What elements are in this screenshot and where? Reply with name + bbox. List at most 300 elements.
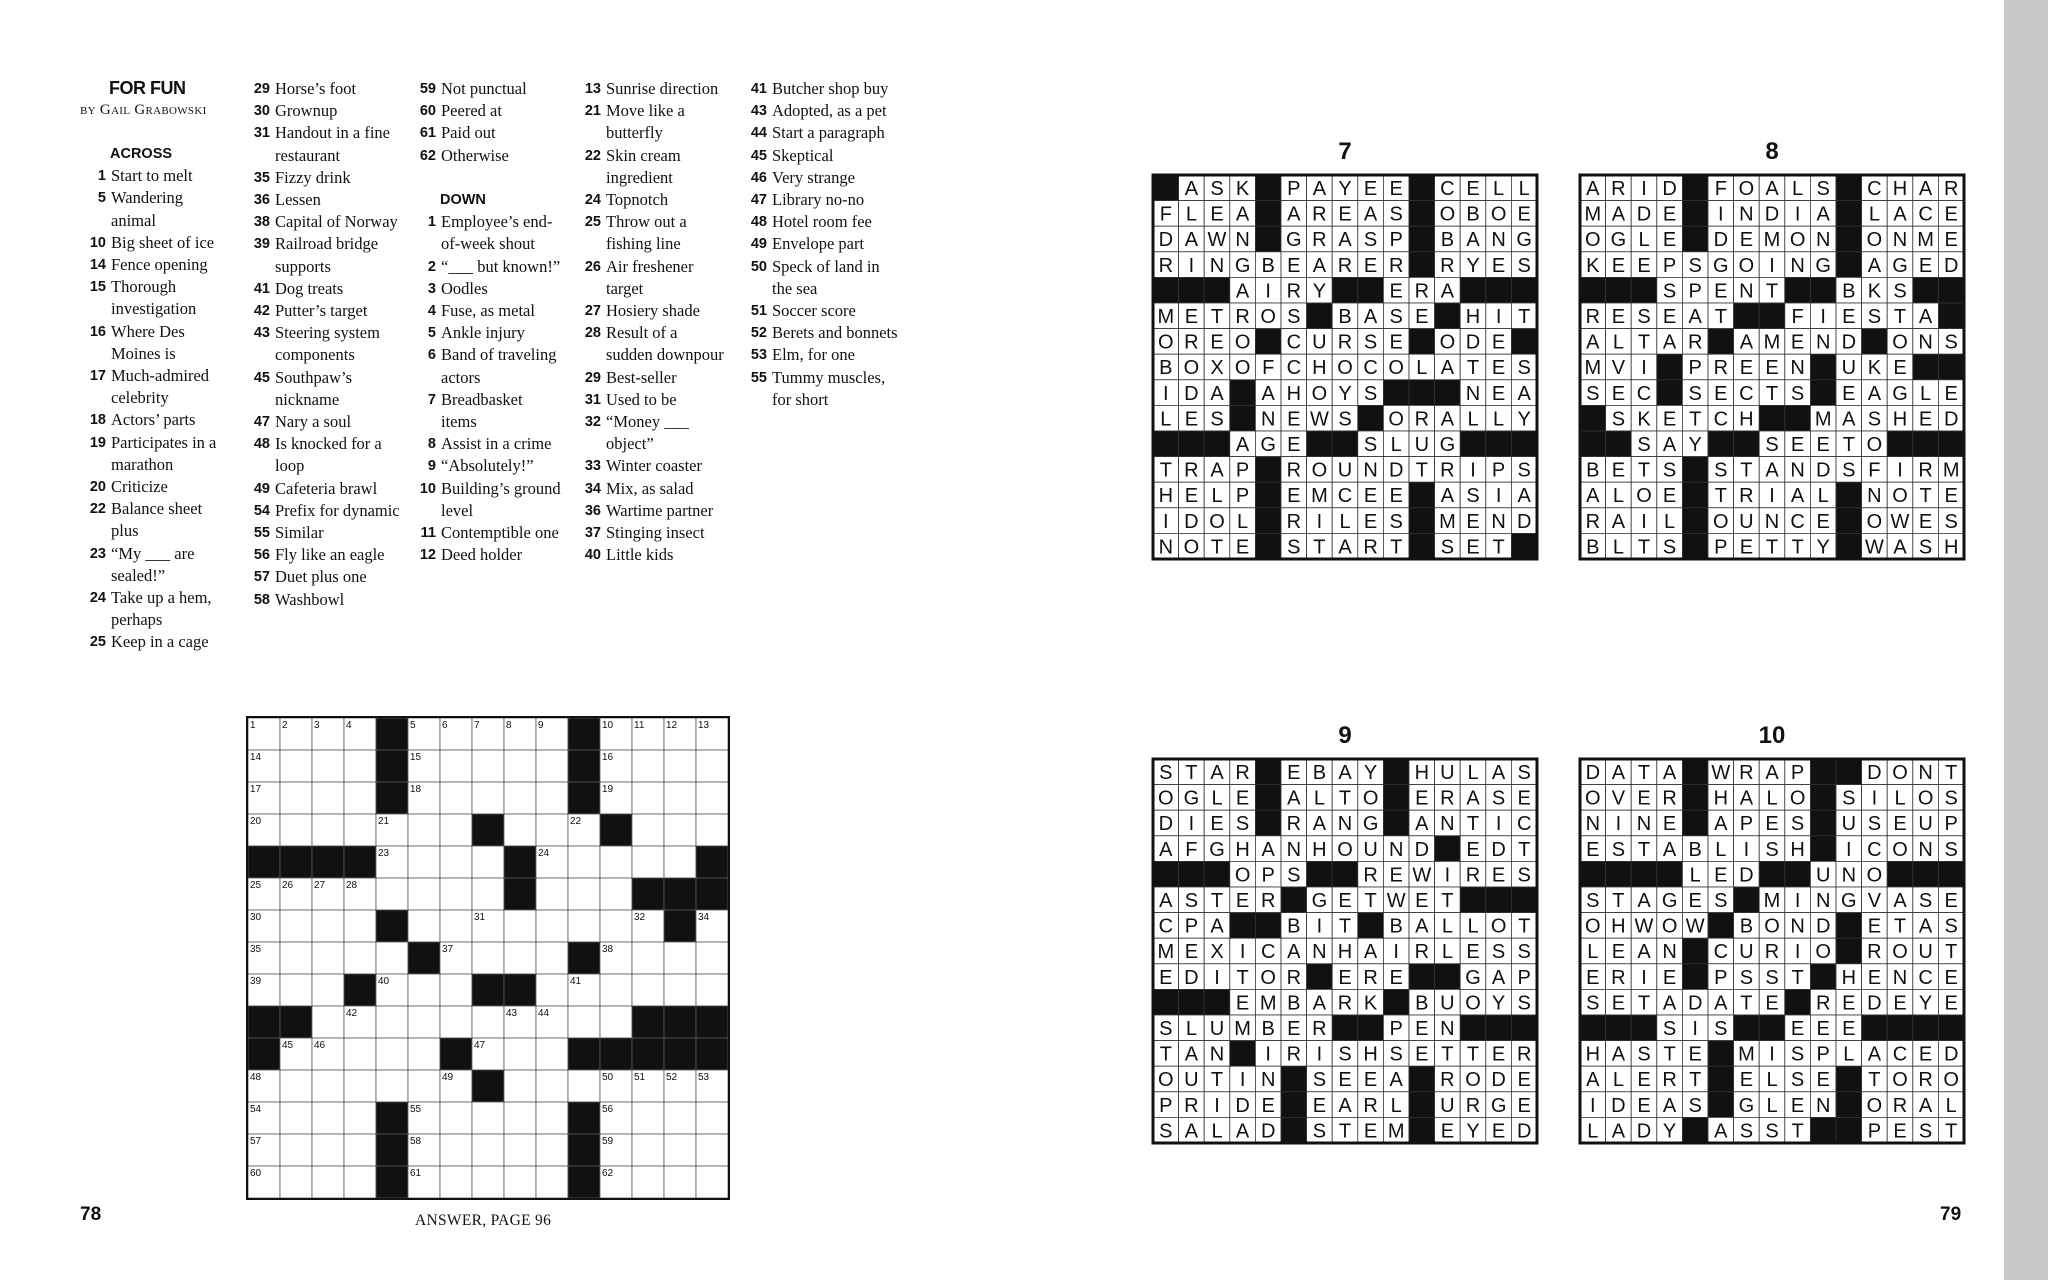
grid-cell[interactable]: [408, 878, 440, 910]
solution-letter: T: [1765, 382, 1779, 405]
grid-cell[interactable]: [664, 750, 696, 782]
grid-cell[interactable]: [408, 1006, 440, 1038]
solution-letter: R: [1465, 1094, 1481, 1117]
clue-number: 56: [253, 547, 270, 564]
solution-label-9: 9: [1338, 722, 1352, 749]
black-square: [1255, 175, 1281, 201]
solution-letter: P: [1235, 459, 1250, 482]
clue-number: 58: [253, 591, 270, 608]
grid-cell[interactable]: [600, 910, 632, 942]
clue-item: [410, 522, 562, 544]
solution-letter: D: [1516, 1120, 1532, 1143]
black-square: [1255, 226, 1281, 252]
clue-item: [741, 122, 901, 144]
solution-letter: S: [1491, 941, 1506, 964]
grid-cell[interactable]: [472, 1134, 504, 1166]
grid-cell[interactable]: [472, 1102, 504, 1134]
solution-letter: S: [1517, 941, 1531, 964]
solution-letter: L: [1715, 838, 1727, 861]
solution-letter: M: [1814, 408, 1832, 431]
solution-letter: T: [1210, 305, 1224, 328]
grid-cell[interactable]: [568, 1006, 600, 1038]
solution-letter: A: [1611, 203, 1626, 226]
solution-letter: R: [1363, 536, 1378, 559]
grid-cell[interactable]: [504, 750, 536, 782]
solution-letter: P: [1389, 229, 1403, 252]
solution-letter: E: [1210, 813, 1224, 836]
grid-cell[interactable]: [536, 1070, 568, 1102]
grid-cell[interactable]: [280, 782, 312, 814]
answer-reference: ANSWER, PAGE 96: [415, 1212, 552, 1229]
grid-cell[interactable]: [408, 814, 440, 846]
grid-cell[interactable]: [664, 846, 696, 878]
grid-cell[interactable]: [536, 1038, 568, 1070]
solution-letter: C: [1440, 177, 1455, 200]
grid-cell[interactable]: [472, 782, 504, 814]
grid-cell[interactable]: [312, 910, 344, 942]
clue-item: [80, 498, 230, 542]
grid-cell[interactable]: [504, 942, 536, 974]
clue-item: [575, 544, 727, 566]
solution-letter: O: [1636, 485, 1652, 508]
solution-letter: E: [1466, 536, 1480, 559]
grid-cell[interactable]: [568, 910, 600, 942]
solution-letter: P: [1714, 536, 1728, 559]
solution-letter: C: [1158, 915, 1174, 938]
solution-letter: S: [1714, 459, 1728, 482]
grid-cell[interactable]: [536, 974, 568, 1006]
solution-letter: E: [1867, 966, 1882, 989]
grid-cell[interactable]: [344, 1134, 376, 1166]
grid-cell[interactable]: [312, 750, 344, 782]
grid-cell[interactable]: [312, 782, 344, 814]
black-square: [568, 942, 600, 974]
clue-text: “My ___ are sealed!”: [111, 543, 195, 585]
grid-cell[interactable]: [472, 846, 504, 878]
grid-cell[interactable]: [696, 814, 728, 846]
grid-cell[interactable]: [440, 814, 472, 846]
solution-letter: L: [1766, 787, 1778, 810]
clue-item: [244, 589, 404, 611]
solution-letter: R: [1414, 941, 1430, 964]
solution-letter: A: [1210, 761, 1224, 784]
solution-letter: O: [1183, 536, 1200, 559]
grid-cell[interactable]: [312, 1166, 344, 1198]
grid-cell[interactable]: [568, 878, 600, 910]
solution-letter: R: [1892, 1094, 1908, 1117]
grid-cell[interactable]: [696, 942, 728, 974]
grid-cell[interactable]: [440, 1166, 472, 1198]
solution-letter: T: [1791, 1120, 1804, 1143]
grid-cell[interactable]: [344, 1070, 376, 1102]
solution-letter: E: [1944, 485, 1958, 508]
black-square: [504, 846, 536, 878]
cell-number: 22: [570, 816, 582, 827]
clue-number: 18: [89, 412, 106, 429]
clue-number: 2: [427, 258, 436, 275]
grid-cell[interactable]: [536, 910, 568, 942]
puzzle-byline: by Gail Grabowski: [80, 102, 207, 118]
solution-letter: S: [1790, 382, 1805, 405]
solution-letter: H: [1713, 787, 1729, 810]
clue-text: Berets and bonnets: [772, 323, 898, 343]
grid-cell[interactable]: [344, 750, 376, 782]
grid-cell[interactable]: [312, 1070, 344, 1102]
solution-letter: S: [1210, 408, 1224, 431]
clue-text: Tummy muscles, for short: [772, 367, 886, 409]
grid-cell[interactable]: [536, 1166, 568, 1198]
solution-letter: A: [1159, 838, 1173, 861]
solution-letter: G: [1260, 433, 1276, 456]
solution-letter: Y: [1363, 761, 1378, 784]
solution-letter: H: [1790, 838, 1805, 861]
black-square: [568, 1038, 600, 1070]
solution-letter: I: [1743, 838, 1750, 861]
grid-cell[interactable]: [536, 1102, 568, 1134]
solution-letter: U: [1841, 357, 1857, 380]
black-square: [1383, 810, 1409, 836]
grid-cell[interactable]: [280, 1134, 312, 1166]
solution-letter: T: [1159, 459, 1172, 482]
grid-cell[interactable]: [440, 1006, 472, 1038]
solution-letter: S: [1184, 889, 1199, 912]
solution-letter: E: [1338, 889, 1352, 912]
grid-cell[interactable]: [536, 942, 568, 974]
grid-cell[interactable]: [504, 1102, 536, 1134]
solution-letter: U: [1918, 813, 1933, 836]
grid-cell[interactable]: [664, 1166, 696, 1198]
grid-cell[interactable]: [344, 1166, 376, 1198]
clue-number: 8: [427, 436, 436, 453]
solution-letter: B: [1287, 915, 1301, 938]
grid-cell[interactable]: [280, 942, 312, 974]
solution-letter: R: [1286, 966, 1302, 989]
solution-letter: O: [1866, 864, 1883, 887]
solution-letter: R: [1815, 992, 1831, 1015]
clue-text: Steering system components: [275, 323, 380, 365]
grid-cell[interactable]: [280, 910, 312, 942]
grid-cell[interactable]: [664, 942, 696, 974]
solution-letter: L: [1766, 1069, 1778, 1092]
clue-text: Participates in a marathon: [111, 432, 217, 474]
grid-cell[interactable]: [600, 1006, 632, 1038]
grid-cell[interactable]: [696, 974, 728, 1006]
solution-letter: E: [1517, 203, 1531, 226]
grid-cell[interactable]: [440, 878, 472, 910]
grid-cell[interactable]: [344, 910, 376, 942]
black-square: [1409, 226, 1435, 252]
black-square: [1409, 175, 1435, 201]
solution-letter: S: [1662, 280, 1677, 303]
black-square: [1810, 785, 1836, 811]
solution-letter: I: [1641, 177, 1647, 200]
solution-letter: N: [1662, 941, 1677, 964]
grid-cell[interactable]: [376, 1070, 408, 1102]
solution-letter: E: [1363, 485, 1378, 508]
black-square: [1938, 431, 1964, 457]
grid-cell[interactable]: [344, 782, 376, 814]
clue-item: [80, 409, 230, 431]
solution-letter: S: [1739, 1120, 1754, 1143]
grid-cell[interactable]: [664, 1134, 696, 1166]
grid-cell[interactable]: [696, 750, 728, 782]
grid-cell[interactable]: [280, 1166, 312, 1198]
clue-number: 11: [420, 525, 436, 542]
grid-cell[interactable]: [632, 750, 664, 782]
black-square: [568, 1102, 600, 1134]
solution-letter: S: [1944, 331, 1958, 354]
clue-number: 49: [750, 236, 767, 253]
grid-cell[interactable]: [504, 1070, 536, 1102]
solution-letter: E: [1210, 331, 1224, 354]
grid-cell[interactable]: [536, 878, 568, 910]
clue-number: 59: [419, 81, 436, 97]
solution-letter: T: [1637, 838, 1651, 861]
grid-cell[interactable]: [472, 750, 504, 782]
grid-cell[interactable]: [696, 1134, 728, 1166]
grid-cell[interactable]: [696, 782, 728, 814]
grid-cell[interactable]: [440, 1102, 472, 1134]
grid-cell[interactable]: [408, 1038, 440, 1070]
solution-letter: C: [1286, 331, 1302, 354]
solution-letter: T: [1612, 889, 1625, 912]
solution-letter: S: [1517, 864, 1531, 887]
clue-item: [575, 478, 727, 500]
grid-cell[interactable]: [472, 942, 504, 974]
grid-cell[interactable]: [472, 1006, 504, 1038]
grid-cell[interactable]: [280, 814, 312, 846]
solution-letter: D: [1841, 331, 1857, 354]
grid-cell[interactable]: [632, 1134, 664, 1166]
black-square: [280, 846, 312, 878]
solution-letter: O: [1465, 1069, 1481, 1092]
grid-cell[interactable]: [280, 974, 312, 1006]
solution-letter: D: [1867, 761, 1882, 784]
grid-cell[interactable]: [376, 1006, 408, 1038]
solution-letter: E: [1235, 787, 1250, 810]
cell-number: 9: [538, 720, 544, 731]
grid-cell[interactable]: [472, 878, 504, 910]
solution-letter: E: [1287, 1017, 1301, 1040]
black-square: [1836, 201, 1862, 227]
grid-cell[interactable]: [440, 782, 472, 814]
solution-letter: O: [1311, 459, 1328, 482]
solution-letter: A: [1287, 203, 1301, 226]
grid-cell[interactable]: [312, 1102, 344, 1134]
solution-letter: T: [1637, 536, 1651, 559]
grid-cell[interactable]: [536, 750, 568, 782]
clue-text: Criticize: [111, 477, 168, 497]
grid-cell[interactable]: [568, 846, 600, 878]
clue-number: 19: [89, 434, 106, 451]
crossword-grid: [246, 716, 730, 1200]
grid-cell[interactable]: [504, 1038, 536, 1070]
clue-text: Capital of Norway: [275, 212, 398, 232]
black-square: [1913, 1015, 1939, 1041]
grid-cell[interactable]: [504, 782, 536, 814]
solution-letter: S: [1765, 966, 1779, 989]
clue-text: Elm, for one: [772, 345, 855, 365]
solution-letter: O: [1764, 915, 1780, 938]
solution-letter: A: [1586, 177, 1600, 200]
grid-cell[interactable]: [696, 1166, 728, 1198]
solution-letter: O: [1158, 787, 1174, 810]
solution-letter: R: [1585, 305, 1601, 328]
solution-letter: R: [1337, 331, 1353, 354]
grid-cell[interactable]: [600, 974, 632, 1006]
grid-cell[interactable]: [632, 782, 664, 814]
solution-letter: S: [1338, 1043, 1352, 1066]
grid-cell[interactable]: [504, 1134, 536, 1166]
grid-cell[interactable]: [280, 1102, 312, 1134]
solution-letter: A: [1586, 331, 1600, 354]
grid-cell[interactable]: [472, 1166, 504, 1198]
grid-cell[interactable]: [344, 942, 376, 974]
black-square: [1810, 810, 1836, 836]
solution-letter: R: [1337, 254, 1353, 277]
black-square: [1383, 759, 1409, 785]
grid-cell[interactable]: [376, 1038, 408, 1070]
grid-cell[interactable]: [664, 1102, 696, 1134]
black-square: [1734, 303, 1760, 329]
grid-cell[interactable]: [312, 974, 344, 1006]
grid-cell[interactable]: [440, 910, 472, 942]
solution-letter: T: [1364, 889, 1377, 912]
solution-letter: O: [1362, 787, 1379, 810]
grid-cell[interactable]: [536, 814, 568, 846]
grid-cell[interactable]: [568, 1070, 600, 1102]
grid-cell[interactable]: [440, 750, 472, 782]
solution-letter: A: [1159, 889, 1173, 912]
clue-item: [741, 78, 901, 100]
clue-number: 5: [97, 190, 106, 207]
clue-item: [410, 256, 562, 278]
grid-cell[interactable]: [312, 814, 344, 846]
cell-number: 16: [602, 752, 614, 763]
cell-number: 49: [442, 1072, 454, 1083]
page-edge-strip: [2004, 0, 2048, 1280]
solution-letter: R: [1414, 408, 1430, 431]
solution-letter: O: [1713, 510, 1729, 533]
solution-letter: R: [1440, 254, 1455, 277]
grid-cell[interactable]: [632, 974, 664, 1006]
cell-number: 51: [634, 1072, 646, 1083]
solution-letter: N: [1209, 254, 1225, 277]
black-square: [1836, 175, 1862, 201]
grid-cell[interactable]: [280, 750, 312, 782]
solution-letter: D: [1739, 864, 1754, 887]
solution-letter: Y: [1338, 382, 1352, 405]
solution-letter: E: [1235, 889, 1250, 912]
solution-letter: N: [1918, 331, 1933, 354]
grid-cell[interactable]: [536, 782, 568, 814]
solution-letter: G: [1841, 889, 1857, 912]
grid-cell[interactable]: [344, 1102, 376, 1134]
cell-number: 35: [250, 944, 262, 955]
grid-cell[interactable]: [408, 1070, 440, 1102]
grid-cell[interactable]: [408, 846, 440, 878]
grid-cell[interactable]: [536, 1134, 568, 1166]
grid-cell[interactable]: [440, 974, 472, 1006]
solution-letter: S: [1765, 1120, 1779, 1143]
grid-cell[interactable]: [312, 1006, 344, 1038]
clue-number: 39: [253, 236, 270, 253]
solution-letter: R: [1363, 1094, 1378, 1117]
solution-letter: E: [1918, 408, 1933, 431]
grid-cell[interactable]: [344, 814, 376, 846]
solution-letter: O: [1866, 433, 1883, 456]
grid-cell[interactable]: [664, 814, 696, 846]
grid-cell[interactable]: [664, 974, 696, 1006]
black-square: [1409, 1066, 1435, 1092]
grid-cell[interactable]: [632, 846, 664, 878]
solution-letter: M: [1763, 331, 1781, 354]
grid-cell[interactable]: [504, 1166, 536, 1198]
grid-cell[interactable]: [440, 846, 472, 878]
solution-letter: R: [1585, 510, 1601, 533]
black-square: [1682, 482, 1708, 508]
black-square: [1734, 431, 1760, 457]
grid-cell[interactable]: [504, 814, 536, 846]
grid-cell[interactable]: [504, 910, 536, 942]
grid-cell[interactable]: [632, 814, 664, 846]
grid-cell[interactable]: [280, 1070, 312, 1102]
solution-letter: I: [1239, 1069, 1246, 1092]
solution-letter: E: [1611, 941, 1626, 964]
grid-cell[interactable]: [408, 974, 440, 1006]
clue-item: [410, 122, 562, 144]
grid-cell[interactable]: [664, 782, 696, 814]
clue-text: Deed holder: [441, 545, 523, 565]
grid-cell[interactable]: [376, 942, 408, 974]
clue-number: 7: [427, 391, 436, 408]
grid-cell[interactable]: [440, 1134, 472, 1166]
solution-letter: T: [1893, 305, 1907, 328]
grid-cell[interactable]: [376, 878, 408, 910]
grid-cell[interactable]: [312, 1134, 344, 1166]
clue-item: [244, 233, 404, 277]
grid-cell[interactable]: [344, 1038, 376, 1070]
solution-letter: C: [1892, 1043, 1908, 1066]
grid-cell[interactable]: [696, 1102, 728, 1134]
grid-cell[interactable]: [632, 942, 664, 974]
solution-letter: E: [1389, 280, 1403, 303]
solution-letter: A: [1918, 177, 1933, 200]
clue-number: 53: [750, 347, 767, 364]
black-square: [1409, 964, 1435, 990]
solution-letter: D: [1414, 838, 1430, 861]
grid-cell[interactable]: [408, 910, 440, 942]
solution-letter: T: [1893, 915, 1907, 938]
solution-letter: E: [1312, 1094, 1327, 1117]
clue-item: [741, 300, 901, 322]
grid-cell[interactable]: [632, 1102, 664, 1134]
grid-cell[interactable]: [312, 942, 344, 974]
grid-cell[interactable]: [632, 1166, 664, 1198]
clue-text: Peered at: [441, 101, 502, 121]
black-square: [1580, 405, 1606, 431]
grid-cell[interactable]: [600, 846, 632, 878]
solution-letter: L: [1612, 536, 1624, 559]
black-square: [440, 1038, 472, 1070]
black-square: [1836, 1066, 1862, 1092]
solution-letter: A: [1466, 229, 1480, 252]
grid-cell[interactable]: [600, 878, 632, 910]
clue-text: Sunrise direction: [606, 79, 719, 98]
solution-letter: D: [1636, 1120, 1652, 1143]
solution-grid-svg: [1578, 757, 1966, 1145]
solution-letter: L: [1587, 941, 1599, 964]
